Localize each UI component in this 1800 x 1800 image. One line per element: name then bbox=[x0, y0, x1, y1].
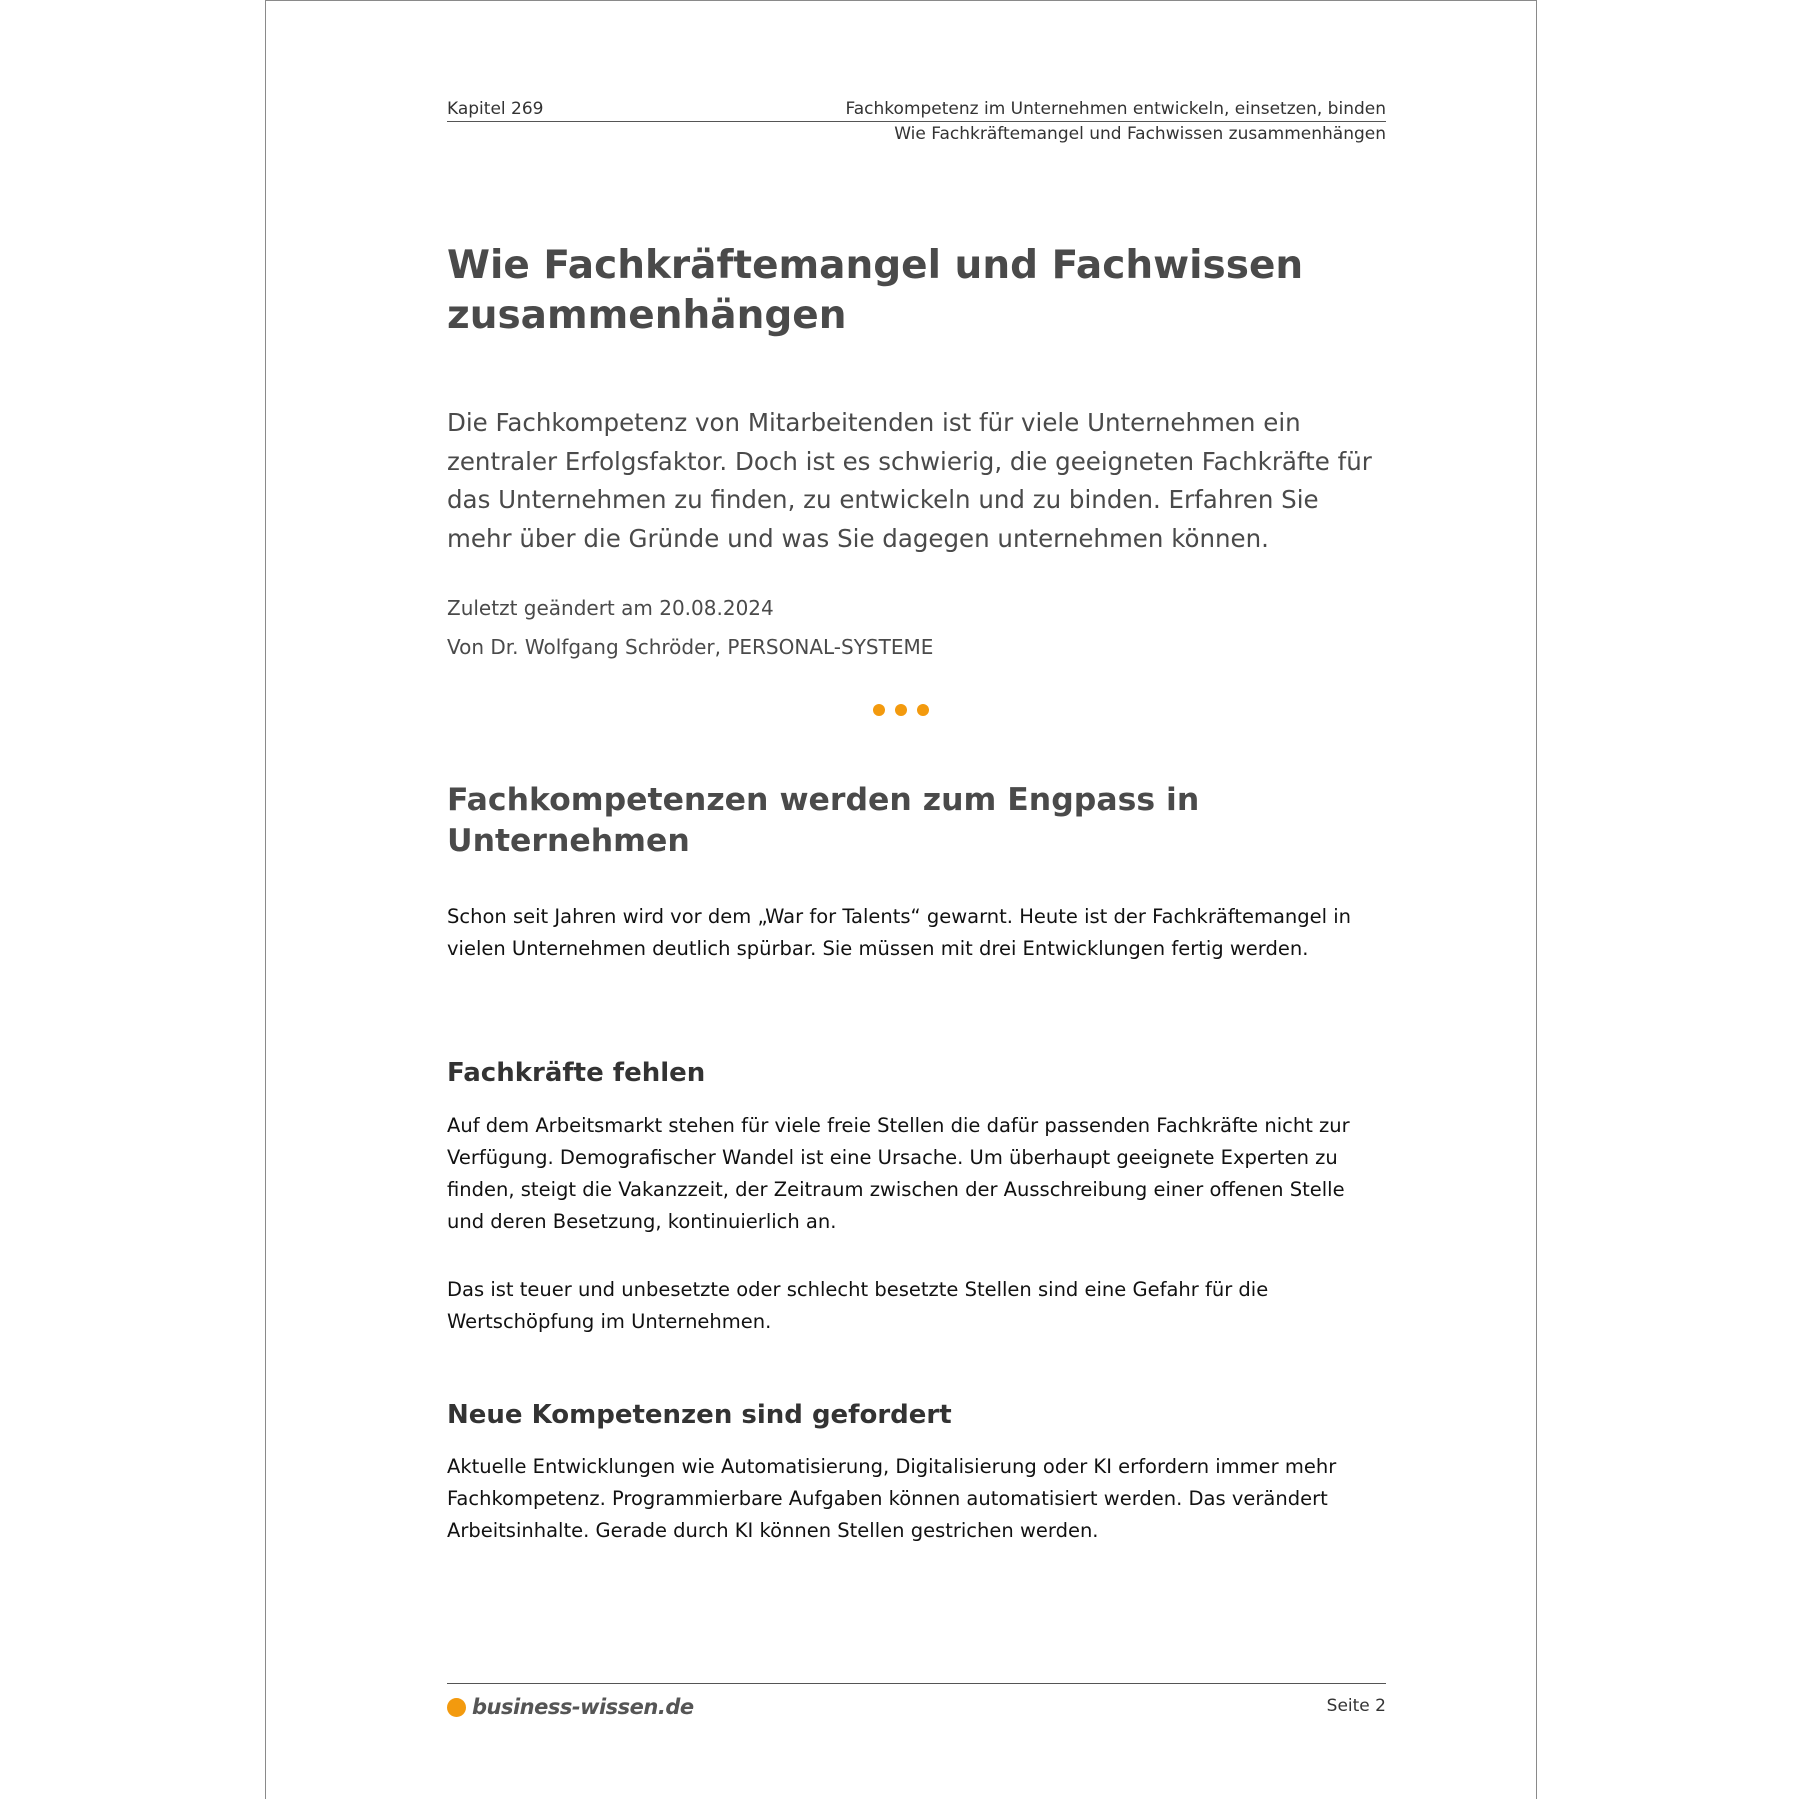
section-intro: Schon seit Jahren wird vor dem „War for Talents“ gewarnt. Heute ist der Fachkräftemangel in vielen Unternehmen deutlich spürbar. Sie müssen mit drei Entwicklungen fertig werden. bbox=[447, 905, 1352, 960]
subsection-paragraph: Das ist teuer und unbesetzte oder schlecht besetzte Stellen sind eine Gefahr für die Wertschöpfung im Unternehmen. bbox=[447, 1278, 1269, 1333]
author-line: Von Dr. Wolfgang Schröder, PERSONAL-SYSTEME bbox=[447, 635, 934, 659]
separator-dots bbox=[266, 701, 1536, 720]
running-header bbox=[447, 99, 1386, 122]
section-heading: Fachkompetenzen werden zum Engpass in Unternehmen bbox=[447, 782, 1200, 859]
page-number: Seite 2 bbox=[1326, 1696, 1386, 1716]
brand-name: business-wissen.de bbox=[472, 1695, 694, 1719]
separator-dot bbox=[895, 704, 907, 716]
header-article-title: Wie Fachkräftemangel und Fachwissen zusammenhängen bbox=[894, 124, 1386, 144]
chapter-label: Kapitel 269 bbox=[447, 99, 544, 119]
separator-dot bbox=[917, 704, 929, 716]
subsection-paragraph: Aktuelle Entwicklungen wie Automatisierung, Digitalisierung oder KI erfordern immer mehr Fachkompetenz. Programmierbare Aufgaben können automatisiert werden. Das verändert Arbeitsinhalte. Gerade durch KI können Stellen gestrichen werden. bbox=[447, 1455, 1337, 1542]
subsection-heading-kompetenzen: Neue Kompetenzen sind gefordert bbox=[447, 1400, 952, 1430]
separator-dot bbox=[873, 704, 885, 716]
book-title: Fachkompetenz im Unternehmen entwickeln, einsetzen, binden bbox=[845, 99, 1386, 119]
article-title: Wie Fachkräftemangel und Fachwissen zusammenhängen bbox=[447, 243, 1304, 338]
last-modified: Zuletzt geändert am 20.08.2024 bbox=[447, 596, 774, 620]
subsection-paragraph: Auf dem Arbeitsmarkt stehen für viele freie Stellen die dafür passenden Fachkräfte nicht zur Verfügung. Demografischer Wandel ist eine Ursache. Um überhaupt geeignete Experten zu finden, steigt die Vakanzzeit, der Zeitraum zwischen der Ausschreibung einer offenen Stelle und deren Besetzung, kontinuierlich an. bbox=[447, 1114, 1350, 1233]
footer-divider bbox=[447, 1683, 1386, 1684]
subsection-heading-fachkraefte: Fachkräfte fehlen bbox=[447, 1058, 706, 1088]
article-lead: Die Fachkompetenz von Mitarbeitenden ist für viele Unternehmen ein zentraler Erfolgsfaktor. Doch ist es schwierig, die geeigneten Fachkräfte für das Unternehmen zu finden, zu entwickeln und zu binden. Erfahren Sie mehr über die Gründe und was Sie dagegen unternehmen können. bbox=[447, 408, 1372, 553]
document-page bbox=[265, 0, 1537, 1799]
